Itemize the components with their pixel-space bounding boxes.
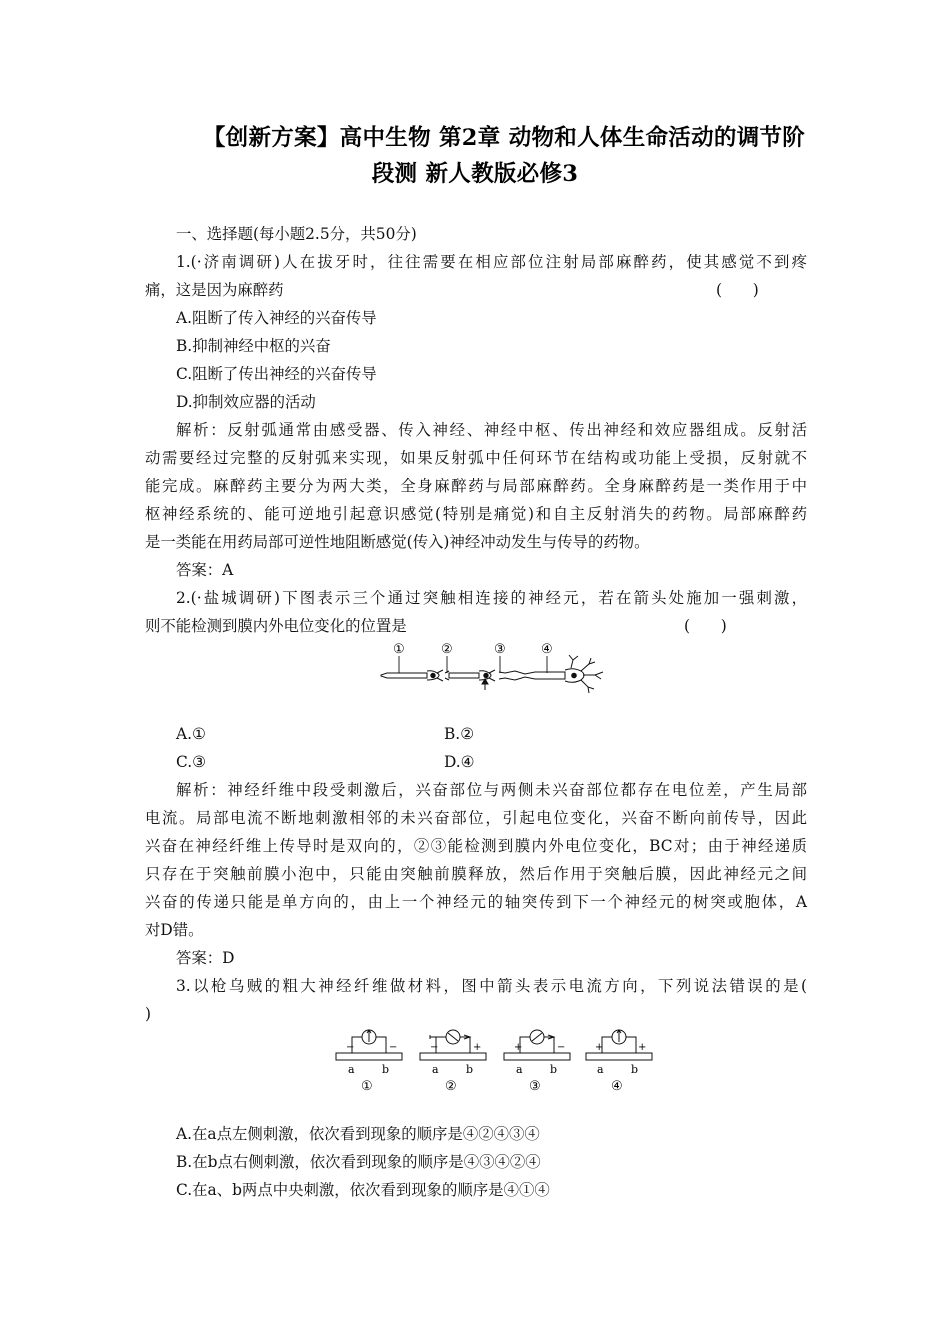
panel-4-left-sign: + [595,1042,604,1053]
q2-analysis-line1: 解析：神经纤维中段受刺激后，兴奋部位与两侧未兴奋部位都存在电位差，产生局部 [176,781,807,799]
q1-analysis-line3: 能完成。麻醉药主要分为两大类，全身麻醉药与局部麻醉药。全身麻醉药是一类作用于中 [145,477,807,495]
panel-3-right-sign: − [557,1042,566,1053]
panel-1-left-sign: − [346,1042,355,1053]
section-heading: 一、选择题(每小题2.5分，共50分) [176,225,417,243]
q1-analysis-line4: 枢神经系统的、能可逆地引起意识感觉(特别是痛觉)和自主反射消失的药物。局部麻醉药 [145,505,807,523]
q2-analysis-line2: 电流。局部电流不断地刺激相邻的未兴奋部位，引起电位变化，兴奋不断向前传导，因此 [145,809,807,827]
q1-stem-line2: 痛，这是因为麻醉药 [145,281,284,299]
q1-analysis-line1: 解析：反射弧通常由感受器、传入神经、神经中枢、传出神经和效应器组成。反射活 [176,421,807,439]
panel-3-label: ③ [529,1079,541,1094]
panel-2-left-sign: − [430,1042,439,1053]
q3-option-b: B.在b点右侧刺激，依次看到现象的顺序是④③④②④ [176,1153,541,1171]
q1-analysis-line2: 动需要经过完整的反射弧来实现，如果反射弧中任何环节在结构或功能上受损，反射就不 [145,449,807,467]
q1-option-a: A.阻断了传入神经的兴奋传导 [176,309,377,327]
panel-4-right-sign: + [638,1042,647,1053]
neuron-chain-figure [375,640,615,696]
q2-answer: 答案：D [176,949,235,967]
q1-stem-line1: 1.(·济南调研)人在拔牙时，往往需要在相应部位注射局部麻醉药，使其感觉不到疼 [176,253,807,271]
galvanometer-figure [334,1024,654,1096]
panel-1-point-a: a [348,1063,355,1076]
figure-label-3: ③ [494,642,506,657]
title-line-1: 【创新方案】高中生物 第2章 动物和人体生命活动的调节阶 [202,125,806,151]
q2-option-c: C.③ [176,753,206,771]
panel-2-point-a: a [432,1063,439,1076]
panel-3-point-a: a [516,1063,523,1076]
q2-analysis-line4: 只存在于突触前膜小泡中，只能由突触前膜释放，然后作用于突触后膜，因此神经元之间 [145,865,807,883]
panel-3-left-sign: + [514,1042,523,1053]
q3-option-a: A.在a点左侧刺激，依次看到现象的顺序是④②④③④ [176,1125,540,1143]
neuron-2 [445,670,495,681]
panel-2-right-sign: + [473,1042,482,1053]
q1-analysis-line5: 是一类能在用药局部可逆性地阻断感觉(传入)神经冲动发生与传导的药物。 [145,533,650,551]
q3-option-c: C.在a、b两点中央刺激，依次看到现象的顺序是④①④ [176,1181,550,1199]
panel-2-label: ② [445,1079,457,1094]
q1-answer: 答案：A [176,561,234,579]
figure-label-2: ② [441,642,453,657]
q2-option-b: B.② [444,725,474,743]
title-line-2: 段测 新人教版必修3 [371,161,579,187]
neuron-3 [499,655,603,693]
q2-option-a: A.① [176,725,206,743]
panel-2-point-b: b [466,1063,474,1076]
panel-1-label: ① [361,1079,373,1094]
panel-4-point-b: b [631,1063,639,1076]
q2-stem-line1: 2.(·盐城调研)下图表示三个通过突触相连接的神经元，若在箭头处施加一强刺激， [176,589,807,607]
q3-stem-line2: ) [145,1005,152,1023]
q2-stem-line2: 则不能检测到膜内外电位变化的位置是 [145,617,407,635]
q1-option-b: B.抑制神经中枢的兴奋 [176,337,331,355]
q1-option-c: C.阻断了传出神经的兴奋传导 [176,365,377,383]
stimulus-arrow [482,679,488,690]
panel-3-point-b: b [550,1063,558,1076]
q2-analysis-line5: 兴奋的传递只能是单方向的，由上一个神经元的轴突传到下一个神经元的树突或胞体，A [145,893,807,911]
q1-answer-bracket: ( ) [716,281,759,299]
q1-option-d: D.抑制效应器的活动 [176,393,316,411]
panel-4-label: ④ [611,1079,623,1094]
figure-label-1: ① [393,642,405,657]
q2-option-d: D.④ [444,753,475,771]
q2-answer-bracket: ( ) [684,617,727,635]
figure-label-4: ④ [541,642,553,657]
panel-1-point-b: b [382,1063,390,1076]
q3-stem-line1: 3.以枪乌贼的粗大神经纤维做材料，图中箭头表示电流方向，下列说法错误的是( [176,977,807,995]
neuron-1 [381,670,443,681]
panel-4-point-a: a [597,1063,604,1076]
panel-1-right-sign: − [389,1042,398,1053]
q2-analysis-line6: 对D错。 [145,921,204,939]
q2-analysis-line3: 兴奋在神经纤维上传导时是双向的，②③能检测到膜内外电位变化，BC对；由于神经递质 [145,837,807,855]
